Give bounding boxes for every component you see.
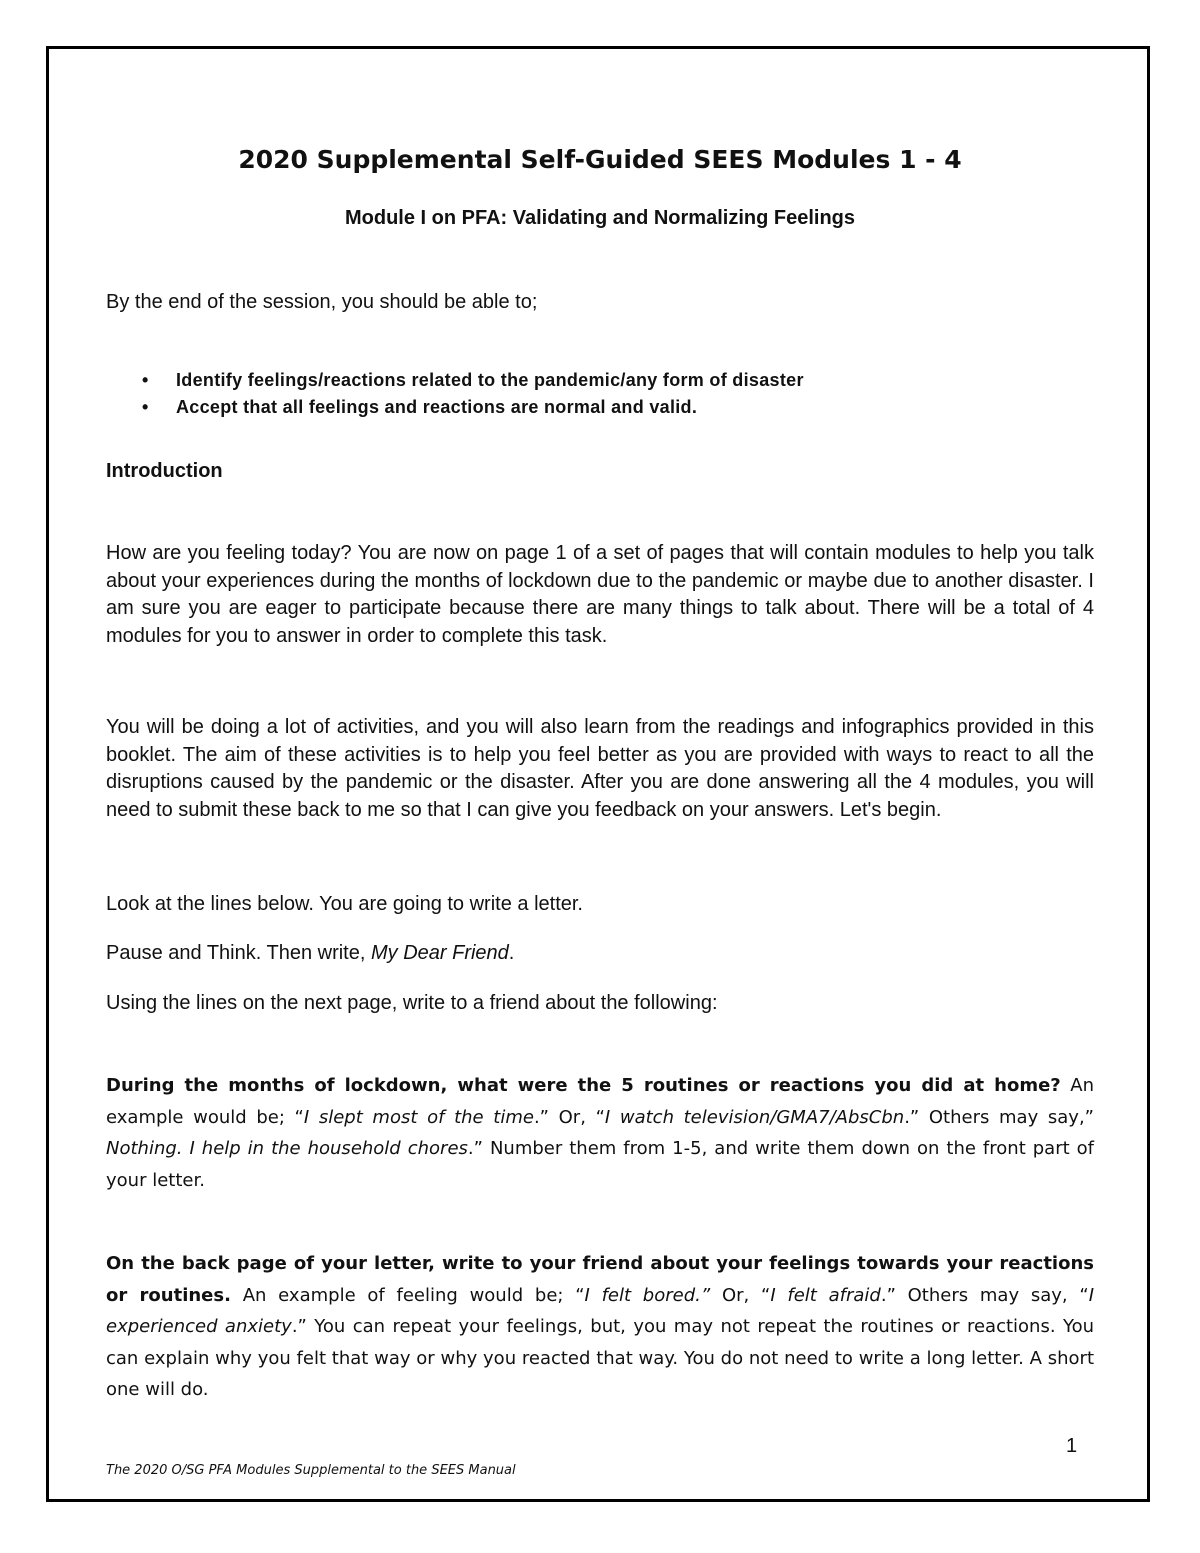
page-number: 1 — [1066, 1435, 1078, 1457]
bullet-icon: • — [142, 397, 149, 417]
task-routines: During the months of lockdown, what were the 5 routines or reactions you did at home? An example would be; “I slept most of the time.” Or, “I watch television/GMA7/AbsCbn.” Others may say,” Nothing. I help in the household chores.” Number them from 1-5, and write them down on the front part of your letter. — [106, 1075, 1094, 1191]
footer-text: The 2020 O/SG PFA Modules Supplemental to the SEES Manual — [106, 1463, 516, 1478]
objective-text: Accept that all feelings and reactions are normal and valid. — [176, 397, 698, 417]
intro-paragraph: You will be doing a lot of activities, and you will also learn from the readings and infographics provided in this booklet. The aim of these activities is to help you feel better as you are provided with ways to react to all the disruptions caused by the pandemic or the disaster. After you are done answering all the 4 modules, you will need to submit these back to me so that I can give you feedback on your answers. Let's begin. — [106, 716, 1094, 821]
task-feelings: On the back page of your letter, write to your friend about your feelings towards your reactions or routines. An example of feeling would be; “I felt bored.” Or, “I felt afraid.” Others may say, “I experienced anxiety.” You can repeat your feelings, but, you may not repeat the routines or reactions. You can explain why you felt that way or why you reacted that way. You do not need to write a long letter. A short one will do. — [106, 1253, 1095, 1400]
section-heading: Introduction — [106, 460, 223, 482]
intro-paragraph: How are you feeling today? You are now on page 1 of a set of pages that will contain modules to help you talk about your experiences during the months of lockdown due to the pandemic or maybe due to another disaster. I am sure you are eager to participate because there are many things to talk about. There will be a total of 4 modules for you to answer in order to complete this task. — [106, 542, 1094, 647]
objective-item — [106, 394, 1094, 421]
objectives-list — [106, 367, 1094, 421]
bullet-icon: • — [142, 370, 149, 390]
instruction-line: Using the lines on the next page, write to a friend about the following: — [106, 992, 718, 1014]
objective-item — [106, 367, 1094, 394]
instruction-line: Look at the lines below. You are going to write a letter. — [106, 893, 583, 915]
objective-text: Identify feelings/reactions related to the pandemic/any form of disaster — [176, 370, 804, 390]
module-subtitle: Module I on PFA: Validating and Normalizing Feelings — [344, 207, 856, 229]
document-title: 2020 Supplemental Self-Guided SEES Modules 1 - 4 — [238, 145, 962, 174]
objectives-intro: By the end of the session, you should be able to; — [106, 291, 538, 313]
instruction-line: Pause and Think. Then write, My Dear Friend. — [106, 942, 515, 964]
